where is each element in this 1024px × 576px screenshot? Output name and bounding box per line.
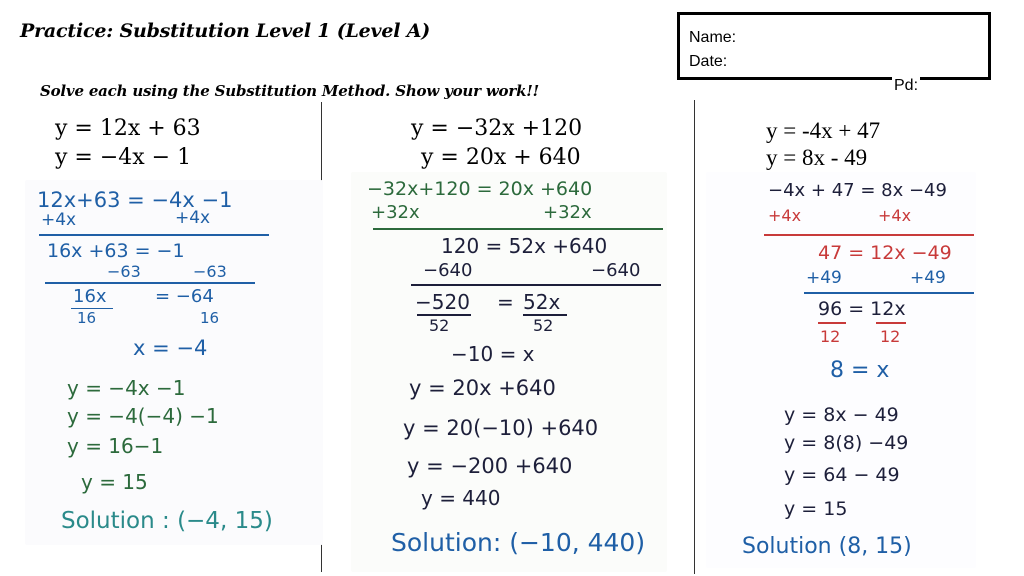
problem-1-equation-2: y = −4x − 1 [55,145,192,170]
p3-line-6a: 12 [820,327,841,346]
name-date-box [677,12,991,94]
p3-fraction-bar-1 [818,322,846,324]
problem-3-equation-1: y = -4x + 47 [766,118,881,143]
p3-rule-2 [804,292,974,294]
problem-2-work [351,172,667,572]
date-label: Date: [689,53,728,70]
problem-1-equation-1: y = 12x + 63 [55,116,201,141]
instructions: Solve each using the Substitution Method. Show your work!! [40,82,540,100]
p2-line-5a: −520 [415,290,470,314]
p3-line-3: 47 = 12x −49 [818,242,952,264]
p1-line-6a: 16 [77,309,97,327]
p3-line-10: y = 64 − 49 [784,464,900,486]
problem-3-work [706,172,976,568]
p2-line-6b: 52 [533,316,554,335]
p2-line-7: −10 = x [451,342,535,366]
p1-solution: Solution : (−4, 15) [61,508,273,534]
p2-solution: Solution: (−10, 440) [391,528,646,557]
p3-line-5: 96 = 12x [818,298,906,320]
p1-line-4b: −63 [193,262,227,281]
p3-line-4a: +49 [806,268,842,288]
p3-line-2a: +4x [768,206,802,225]
p3-line-9: y = 8(8) −49 [784,432,909,454]
p1-line-11: y = 15 [81,470,148,494]
p1-line-5a: 16x [73,286,107,307]
p3-fraction-bar-2 [876,322,906,324]
p2-line-5b: = [497,290,514,314]
period-label: Pd: [894,77,919,94]
p3-line-2b: +4x [878,206,912,225]
p3-line-6b: 12 [880,327,901,346]
p2-line-6a: 52 [429,316,450,335]
p1-line-9: y = −4(−4) −1 [67,404,219,428]
p1-line-8: y = −4x −1 [67,376,186,400]
p1-line-2b: +4x [175,208,211,228]
p2-line-2b: +32x [543,202,592,223]
p2-line-3: 120 = 52x +640 [441,234,608,258]
p2-rule-1 [373,228,663,230]
p2-line-4a: −640 [423,260,473,281]
p3-line-4b: +49 [910,268,946,288]
p1-rule-1 [39,234,269,236]
p3-line-11: y = 15 [784,498,848,520]
worksheet-title: Practice: Substitution Level 1 (Level A) [20,20,431,42]
p2-line-11: y = 440 [421,486,501,510]
p1-rule-2 [45,282,255,284]
p1-line-10: y = 16−1 [67,434,164,458]
p2-line-4b: −640 [591,260,641,281]
p3-line-1: −4x + 47 = 8x −49 [768,180,947,201]
p2-line-10: y = −200 +640 [407,454,573,478]
p1-line-2a: +4x [41,210,77,230]
p2-line-8: y = 20x +640 [409,376,556,400]
problem-2-equation-1: y = −32x +120 [411,116,583,141]
p2-line-5c: 52x [523,290,561,314]
problem-3-equation-2: y = 8x - 49 [766,145,868,170]
p2-line-9: y = 20(−10) +640 [403,416,599,440]
p1-line-3: 16x +63 = −1 [47,240,185,262]
p3-rule-1 [764,234,974,236]
p2-line-1: −32x+120 = 20x +640 [367,178,593,200]
p2-line-2a: +32x [371,202,420,223]
p1-line-7: x = −4 [133,336,208,360]
p1-line-5b: = −64 [155,286,214,307]
column-divider-2 [694,100,695,574]
p3-line-8: y = 8x − 49 [784,404,899,426]
p1-line-1: 12x+63 = −4x −1 [37,188,233,212]
p3-line-7: 8 = x [830,358,890,383]
p1-line-4a: −63 [107,262,141,281]
problem-1-work [25,180,323,545]
problem-2-equation-2: y = 20x + 640 [421,145,581,170]
name-label: Name: [689,29,737,46]
p1-line-6b: 16 [200,309,220,327]
p3-solution: Solution (8, 15) [742,534,912,559]
p2-rule-2 [411,284,661,286]
